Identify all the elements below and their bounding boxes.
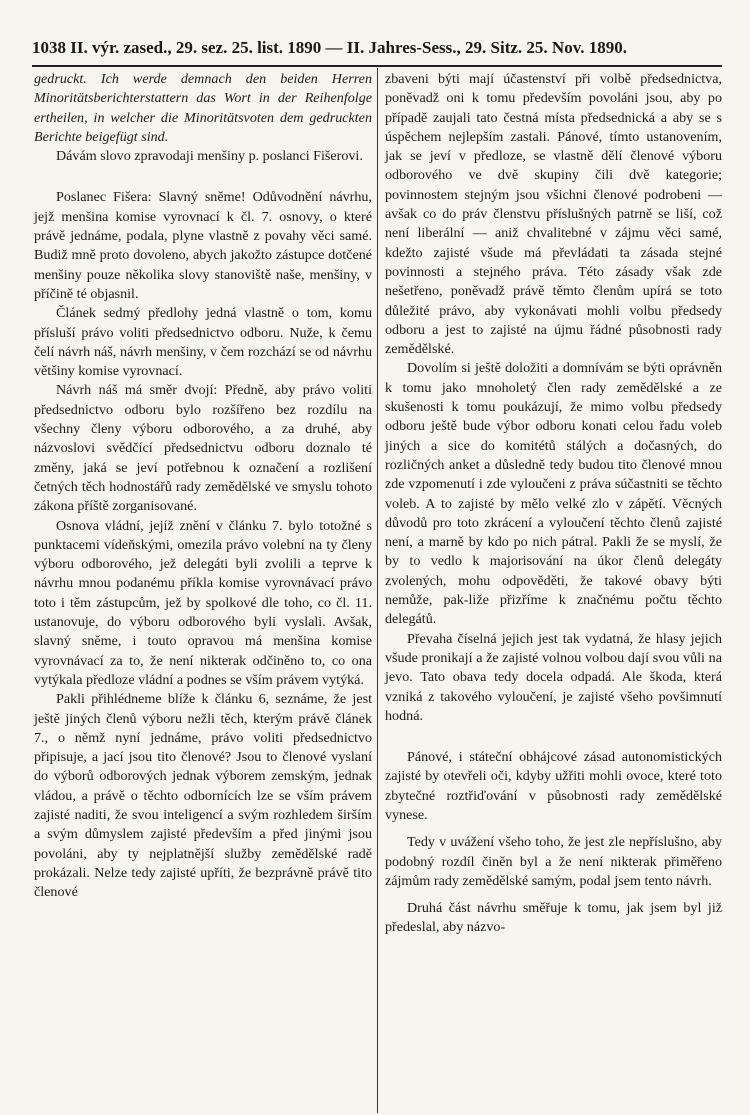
paragraph-government-draft: Osnova vládní, jejíž znění v článku 7. bylo totožné s punktacemi vídeňskými, omezila právo volební na ty členy výboru odborového, jež delegáti byli zvolili a teprve k návrhu mnou podanému příkla komise vyrovnávací právo toto i těm zástupcům, jež by spolkové dle toho, co čl. 11. ustanovuje, do výboru odborového byli vyslali. Avšak, slavný sněme, i touto opravou má menšina komise vyrovnávací za to, že není nikterak odčiněno to, co ona vytýkala předloze vládní a podnes se vším právem vytýká. (34, 517, 372, 688)
paragraph-conclusion: Tedy v uvážení všeho toho, že jest zle nepříslušno, aby podobný rozdíl činěn byl a že není nikterak přiměřeno zájmům rady zemědělské samým, podal jsem tento návrh. (385, 834, 722, 889)
paragraph-numerical-majority: Převaha číselná jejich jest tak vydatná, že hlasy jejich všude pronikají a že zajisté volnou volbou dají svou vůli na jevo. Tato obava tedy docela odpadá. Ale škoda, která vzniká z takového vyloučení, je zajisté všeho povšimnutí hodná. (385, 630, 722, 724)
paragraph-experience: Dovolím si ještě doložiti a domnívám se býti oprávněn k tomu jako mnoholetý člen rady zemědělské a ze skušenosti k tomu poukázují, že mimo volbu předsedy odboru ještě bude výbor odboru konati celou řadu voleb jiných a sice do komitétů stálých a dočasných, do rozličných anket a důsledně tedy budou tito členové mnou zde vzpomenutí i zde vyloučeni z práva súčastniti se těchto voleb. A to zajisté by mělo velké zlo v zápětí. Věcných důvodů pro toto zkrácení a vyloučení těchto členů zajisté není, a marně by kdo po nich pátral. Pakli že se myslí, že by to vedlo k majorisování na úkor členů delegáty zvolených, mohu odpověděti, že takové obavy býti nemůže, pak-liže přizříme k značnému počtu těchto delegátů. (385, 360, 722, 628)
paragraph-proposal-direction: Návrh náš má směr dvojí: Předně, aby právo voliti předsednictvo odboru bylo rozšířeno bez rozdílu na všechny členy výboru odborového, a za druhé, aby názvoslovi svědčící předsednictvu odboru doznalo té změny, jaká se jeví potřebnou k označení a rozlišení četných těch hodnostářů rady zemědělské ve smyslu tohoto zákona příště zorganisované. (34, 382, 372, 515)
paragraph-autonomists: Pánové, i státeční obhájcové zásad autonomistických zajisté by otevřeli oči, kdyby užřiti mohli ovoce, které toto zbytečné roztřiďování v působnosti rady zemědělské vynese. (385, 749, 722, 823)
right-column (385, 70, 722, 938)
column-separator (377, 68, 378, 1113)
paragraph-article-six: Pakli přihlédneme blíže k článku 6, seznáme, že jest ještě jiných členů výboru nežli těch, kterým právě článek 7., o němž nyní jednáme, právo voliti předsednictvo připisuje, a jací jsou tito členové? Jsou to členové vyslaní do výborů odborových jednak výborem zemským, jednak vládou, a právě o těchto odbornících lze se vším právem zajisté naditi, že svou inteligencí a svým rozhledem širším a svým důmyslem zajisté především a před jinými jsou povoláni, aby ty nejplatnější služby zemědělské radě prokázali. Nelze tedy zajisté upříti, že bezprávně právě tito členové (34, 691, 372, 901)
paragraph-chair-announcement: Dávám slovo zpravodaji menšiny p. poslanci Fišerovi. (56, 148, 363, 165)
left-column (34, 70, 372, 902)
header-rule (32, 65, 722, 67)
paragraph-article-seven: Článek sedmý předlohy jedná vlastně o tom, komu přísluší právo voliti předsednictvo odboru. Nuže, k čemu čelí návrh náš, návrh menšiny, v čem rozchází se od návrhu většiny komise vyrovnací. (34, 305, 372, 380)
paragraph-second-part: Druhá část návrhu směřuje k tomu, jak jsem byl již předeslal, aby názvo- (385, 900, 722, 936)
paragraph-german-intro: gedruckt. Ich werde demnach den beiden Herren Minoritätsberichterstattern das Wort in der Reihenfolge ertheilen, in welcher die Minoritätsvoten dem gedruckten Berichte beigefügt sind. (34, 71, 372, 145)
paragraph-continuation: zbaveni býti mají účastenství při volbě předsednictva, poněvadž oni k tomu především povoláni jsou, aby po případě zaujali tato čestná místa předsednická a aby se s úspěchem nejlepším zastali. Pánové, tímto ustanovením, jak se jeví v předloze, se vlastně dělí členové výboru odborového ve dvě skupiny čili dvě kategorie; povinnostem stejným jsou všichni členové podrobeni — avšak co do práv členstvu příslušných patrně se liší, což není liberální — aniž chvalitebné v zájmu věci samé, kdežto zajisté všude má převládati ta zásada stejné povinnosti a stejného práva. Této zásady však zde nešetřeno, poněvadž právě těmto členům upírá se toto důležité právo, aby vykonávati mohli volbu předsedy odboru a jest to zajisté na újmu řádné působnosti rady zemědělské. (385, 71, 722, 358)
page-header: 1038 II. výr. zased., 29. sez. 25. list. 1890 — II. Jahres-Sess., 29. Sitz. 25. Nov. 1890. (32, 38, 628, 57)
paragraph-speech-opening: Poslanec Fišera: Slavný sněme! Odůvodnění návrhu, jejž menšina komise vyrovnací k čl. 7. osnovy, o které právě jednáme, podala, plyne vlastně z povahy věci samé. Budiž mně proto dovoleno, abych jakožto zástupce dotčené menšiny pouze několika slovy stanoviště naše, menšiny, v příčině té objasnil. (34, 189, 372, 302)
